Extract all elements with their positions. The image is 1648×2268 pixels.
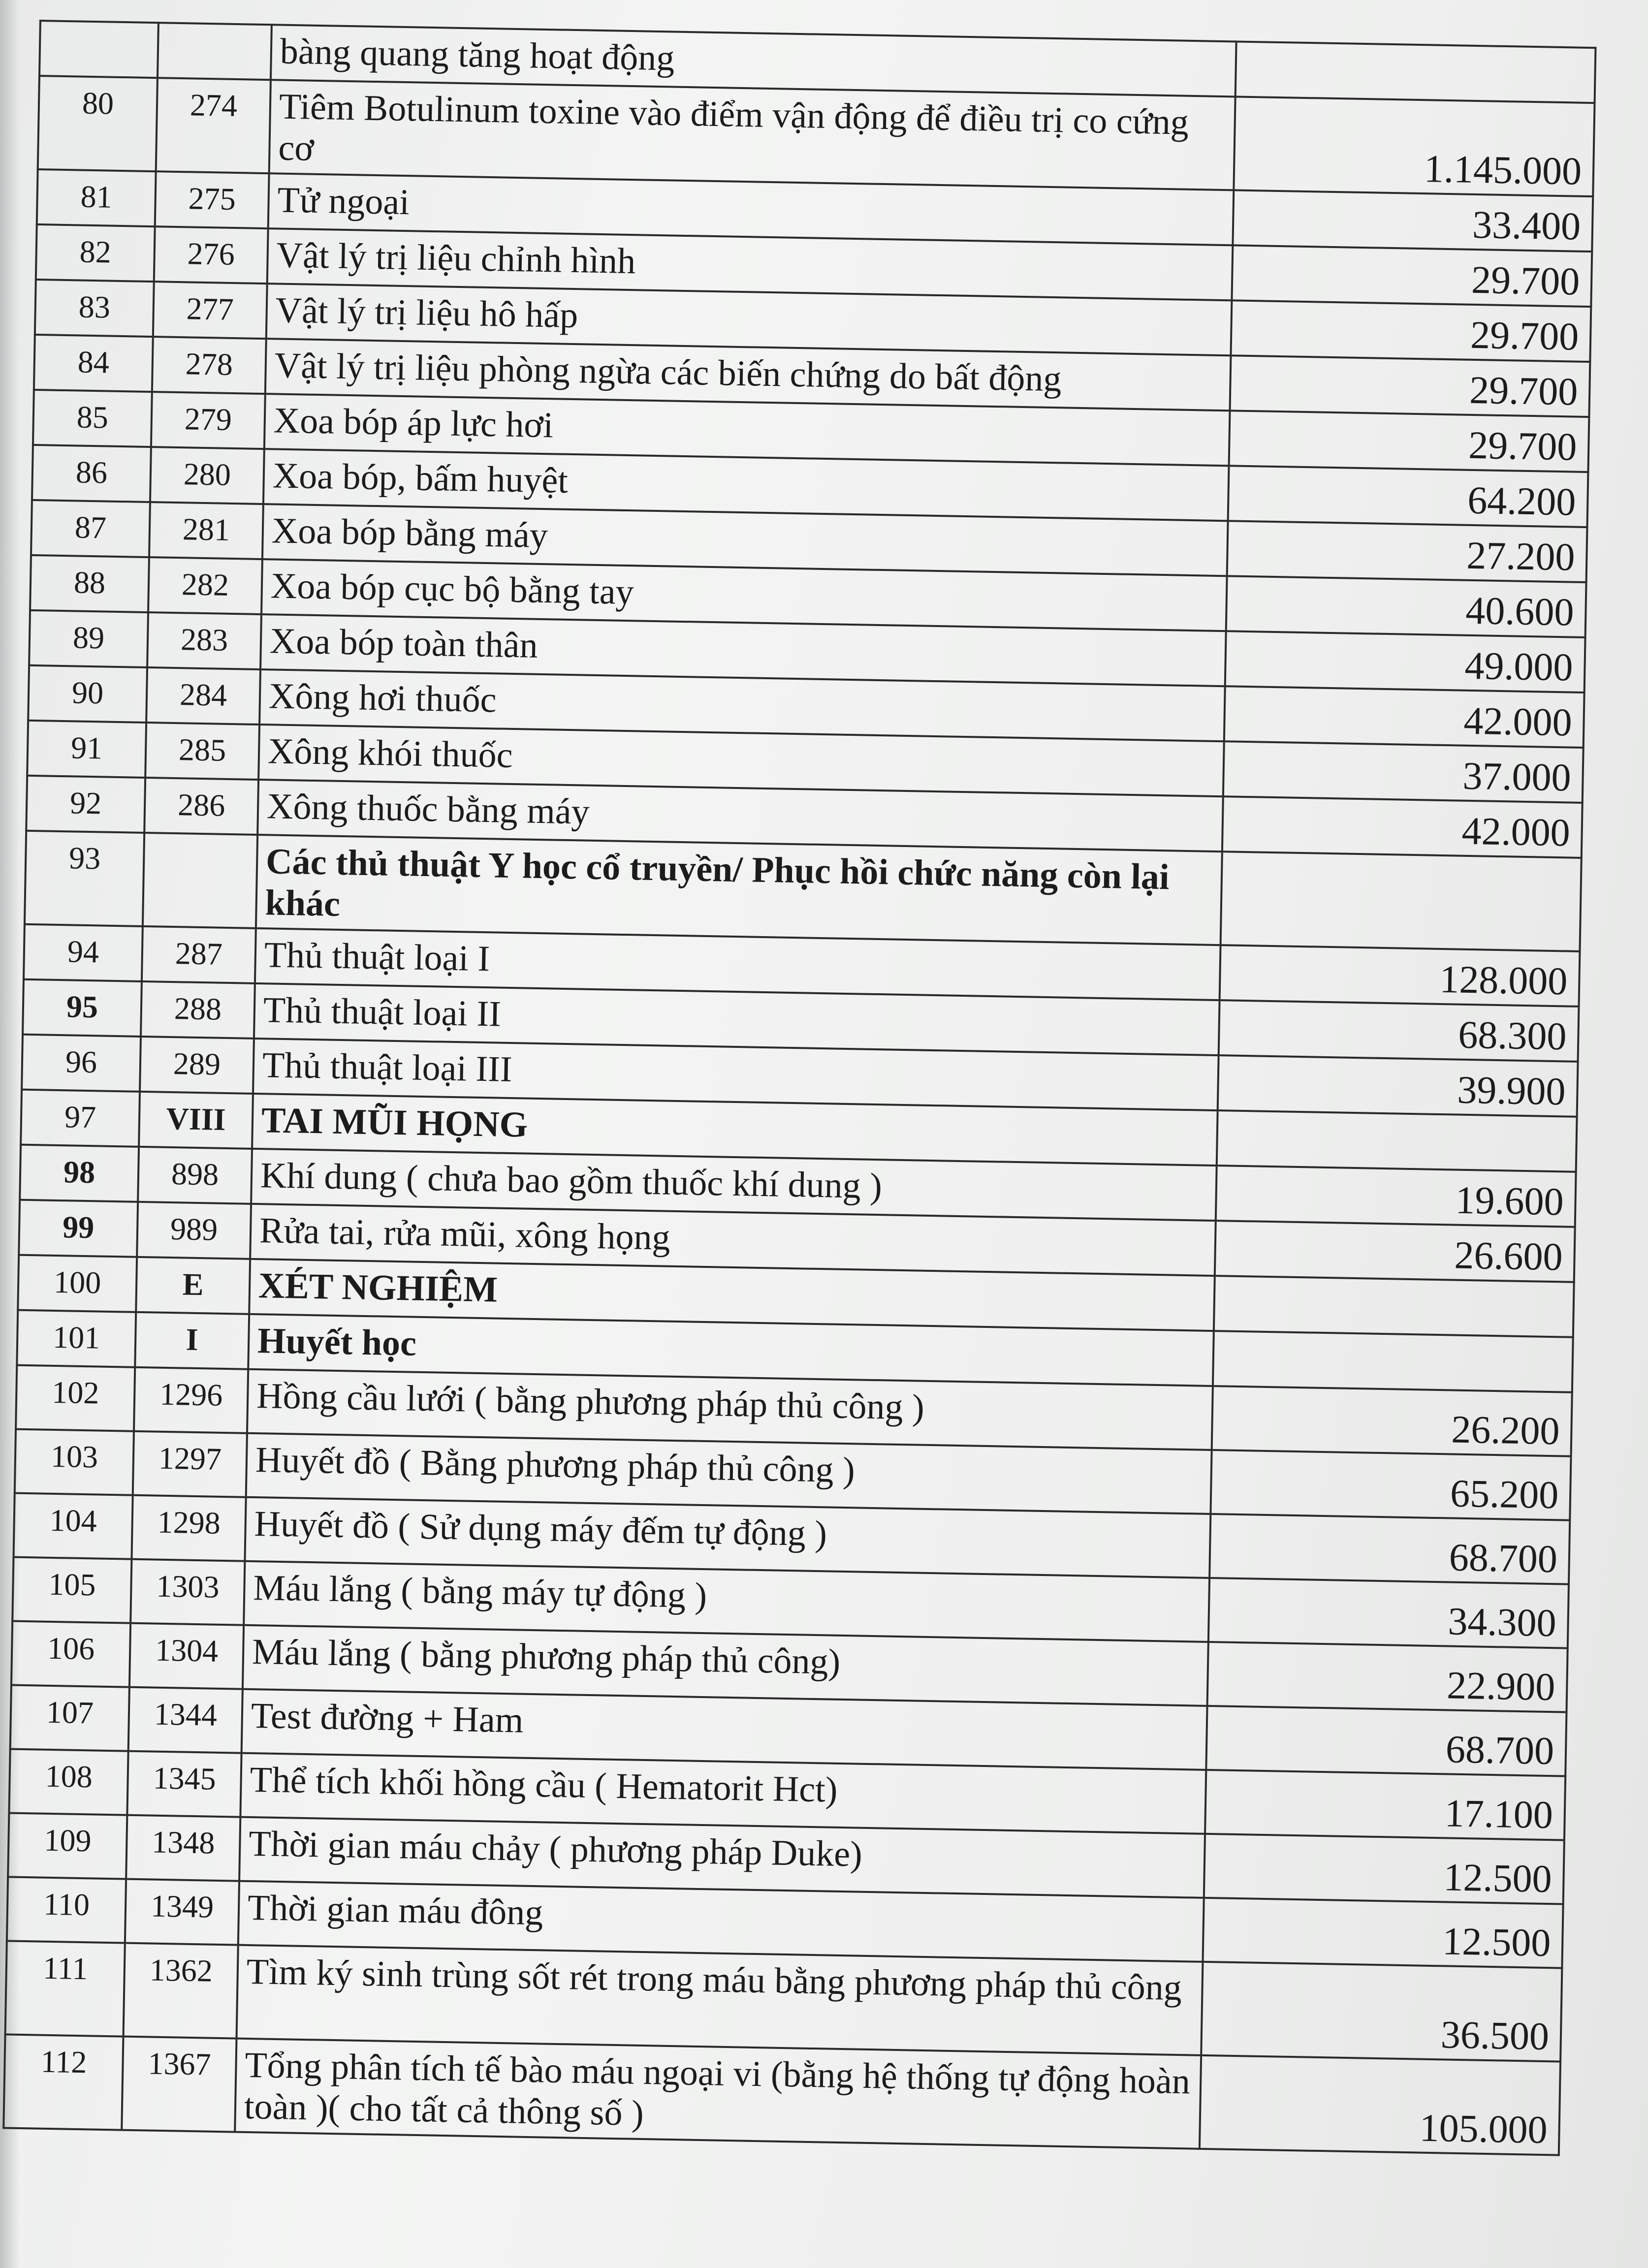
price-cell: 33.400 [1233,190,1593,252]
service-name-cell: TAI MŨI HỌNG [252,1094,1218,1166]
price-cell: 27.200 [1227,521,1587,582]
price-cell: 29.700 [1230,355,1590,417]
price-cell: 26.200 [1212,1386,1572,1456]
service-name-cell: Xông khói thuốc [258,724,1224,796]
row-number-cell: 107 [10,1685,129,1751]
price-table-body [3,21,1595,2155]
row-number-cell: 111 [5,1941,125,2036]
service-name-cell: Thủ thuật loại I [255,928,1221,1000]
service-code-cell: 1296 [134,1367,248,1433]
price-table [2,20,1596,2156]
service-name-cell: Thủ thuật loại III [253,1039,1219,1110]
price-cell: 39.900 [1218,1055,1578,1117]
price-cell: 34.300 [1208,1578,1569,1648]
row-number-cell: 90 [28,665,147,723]
row-number-cell: 89 [29,610,148,667]
price-cell: 128.000 [1220,945,1580,1007]
price-cell: 40.600 [1226,576,1586,637]
service-name-cell: Vật lý trị liệu hô hấp [266,284,1232,355]
row-number-cell: 105 [12,1557,131,1623]
service-name-cell: Xoa bóp toàn thân [260,614,1226,686]
service-code-cell: 1367 [122,2037,236,2132]
price-cell: 29.700 [1231,300,1591,362]
price-cell: 19.600 [1216,1166,1576,1227]
service-name-cell: Vật lý trị liệu chỉnh hình [267,228,1233,300]
price-cell: 1.145.000 [1234,96,1594,196]
row-number-cell: 112 [3,2034,123,2130]
service-code-cell: 284 [146,667,260,724]
row-number-cell: 93 [25,831,144,926]
row-number-cell: 98 [20,1145,139,1202]
service-code-cell: 1303 [130,1559,245,1625]
price-cell: 12.500 [1203,1898,1563,1968]
row-number-cell: 97 [21,1090,140,1147]
service-code-cell [143,833,257,928]
price-cell: 68.700 [1209,1514,1570,1584]
price-cell: 17.100 [1205,1770,1565,1840]
row-number-cell: 80 [38,76,158,171]
price-cell: 22.900 [1207,1642,1568,1712]
service-name-cell: Xoa bóp bằng máy [262,504,1228,576]
service-code-cell: 278 [152,337,266,394]
service-code-cell: 989 [137,1202,251,1259]
service-name-cell: Thời gian máu đông [238,1881,1204,1962]
row-number-cell: 95 [23,979,142,1037]
service-name-cell: Huyết học [248,1314,1214,1386]
service-code-cell: 1345 [127,1751,241,1817]
price-cell [1214,1276,1574,1337]
service-name-cell: Tổng phân tích tế bào máu ngoại vi (bằng hệ thống tự động hoàn toàn )( cho tất cả thông số ) [235,2039,1201,2149]
service-code-cell [158,23,272,80]
row-number-cell: 83 [35,280,154,337]
service-name-cell: Thời gian máu chảy ( phương pháp Duke) [239,1817,1205,1898]
service-name-cell: Khí dung ( chưa bao gồm thuốc khí dung ) [251,1149,1217,1221]
service-name-cell: Thủ thuật loại II [254,983,1220,1055]
service-name-cell: Huyết đồ ( Sử dụng máy đếm tự động ) [245,1497,1210,1578]
row-number-cell: 81 [37,169,156,226]
service-name-cell: Máu lắng ( bằng phương pháp thủ công) [243,1625,1208,1706]
row-number-cell: 99 [19,1200,138,1257]
service-code-cell: 1344 [128,1687,243,1753]
service-code-cell: 285 [145,723,259,780]
service-code-cell: 279 [151,392,265,449]
row-number-cell: 96 [22,1035,141,1092]
row-number-cell: 101 [17,1310,136,1367]
service-name-cell: Xông thuốc bằng máy [257,780,1223,851]
service-code-cell: 286 [144,778,258,835]
service-name-cell: Huyết đồ ( Bằng phương pháp thủ công ) [246,1433,1212,1514]
service-code-cell: 288 [141,981,255,1039]
row-number-cell: 94 [24,924,143,981]
service-name-cell: Rửa tai, rửa mũi, xông họng [250,1204,1216,1276]
row-number-cell: 104 [13,1493,132,1559]
row-number-cell: 88 [30,555,149,612]
price-cell [1221,851,1582,951]
price-cell: 29.700 [1229,410,1589,472]
service-code-cell: I [135,1312,249,1369]
price-cell: 65.200 [1210,1450,1571,1520]
service-code-cell: 283 [147,612,261,669]
row-number-cell: 100 [18,1255,137,1312]
price-cell [1217,1110,1577,1172]
service-code-cell: 1362 [124,1943,238,2039]
row-number-cell: 92 [26,776,145,833]
service-name-cell: Các thủ thuật Y học cổ truyền/ Phục hồi chức năng còn lại khác [256,835,1222,945]
service-name-cell: Vật lý trị liệu phòng ngừa các biến chứng do bất động [265,339,1231,410]
row-number-cell: 110 [7,1877,126,1943]
price-cell: 12.500 [1204,1834,1564,1904]
service-name-cell: Xông hơi thuốc [259,669,1225,741]
price-table-sheet [2,20,1594,2156]
price-cell: 68.700 [1206,1706,1566,1776]
service-code-cell: 277 [153,282,267,339]
service-name-cell: Test đường + Ham [242,1689,1207,1770]
service-code-cell: 1304 [129,1623,244,1689]
row-number-cell: 102 [16,1365,135,1431]
service-code-cell: 282 [148,557,262,614]
service-code-cell: 281 [149,502,263,559]
service-name-cell: Xoa bóp, bấm huyệt [263,449,1229,521]
service-code-cell: 289 [140,1037,254,1094]
service-code-cell: 1349 [125,1879,239,1945]
price-cell [1213,1331,1573,1392]
row-number-cell: 85 [33,390,152,447]
service-code-cell: 1348 [126,1815,240,1881]
service-name-cell: Hồng cầu lưới ( bằng phương pháp thủ công ) [247,1369,1213,1450]
row-number-cell: 108 [9,1749,128,1815]
service-code-cell: 287 [142,926,256,983]
price-cell: 26.600 [1215,1221,1575,1282]
price-cell: 36.500 [1201,1962,1562,2062]
price-cell: 68.300 [1219,1000,1579,1062]
row-number-cell [39,21,158,78]
price-cell: 42.000 [1224,686,1585,748]
service-name-cell: Tiêm Botulinum toxine vào điểm vận động để điều trị co cứng cơ [269,80,1236,190]
service-code-cell: 1297 [133,1431,247,1497]
row-number-cell: 103 [15,1429,134,1495]
service-name-cell: Thể tích khối hồng cầu ( Hematorit Hct) [240,1753,1206,1834]
price-cell: 49.000 [1225,631,1585,693]
price-cell: 105.000 [1200,2055,1560,2155]
price-cell: 42.000 [1222,796,1583,858]
row-number-cell: 86 [32,445,151,502]
service-code-cell: 280 [150,447,264,504]
service-name-cell: Máu lắng ( bằng máy tự động ) [244,1561,1209,1642]
price-cell: 37.000 [1223,741,1584,803]
service-name-cell: Xoa bóp áp lực hơi [264,394,1230,466]
row-number-cell: 91 [27,721,146,778]
service-code-cell: 898 [138,1147,252,1204]
price-cell: 29.700 [1232,245,1592,307]
price-cell: 64.200 [1228,466,1588,527]
row-number-cell: 109 [8,1813,127,1879]
service-name-cell: XÉT NGHIỆM [249,1259,1215,1331]
service-name-cell: Xoa bóp cục bộ bằng tay [261,559,1227,631]
service-code-cell: 276 [154,226,268,284]
service-code-cell: E [136,1257,250,1314]
row-number-cell: 87 [31,500,150,557]
service-code-cell: 275 [155,171,269,228]
price-cell [1236,41,1596,103]
row-number-cell: 84 [34,335,153,392]
service-name-cell: bàng quang tăng hoạt động [271,25,1236,96]
service-code-cell: VIII [139,1092,253,1149]
service-name-cell: Tìm ký sinh trùng sốt rét trong máu bằng phương pháp thủ công [236,1945,1203,2055]
row-number-cell: 82 [36,224,155,282]
row-number-cell: 106 [11,1621,130,1687]
service-code-cell: 1298 [131,1495,246,1561]
service-name-cell: Tử ngoại [268,173,1234,245]
service-code-cell: 274 [156,78,271,173]
